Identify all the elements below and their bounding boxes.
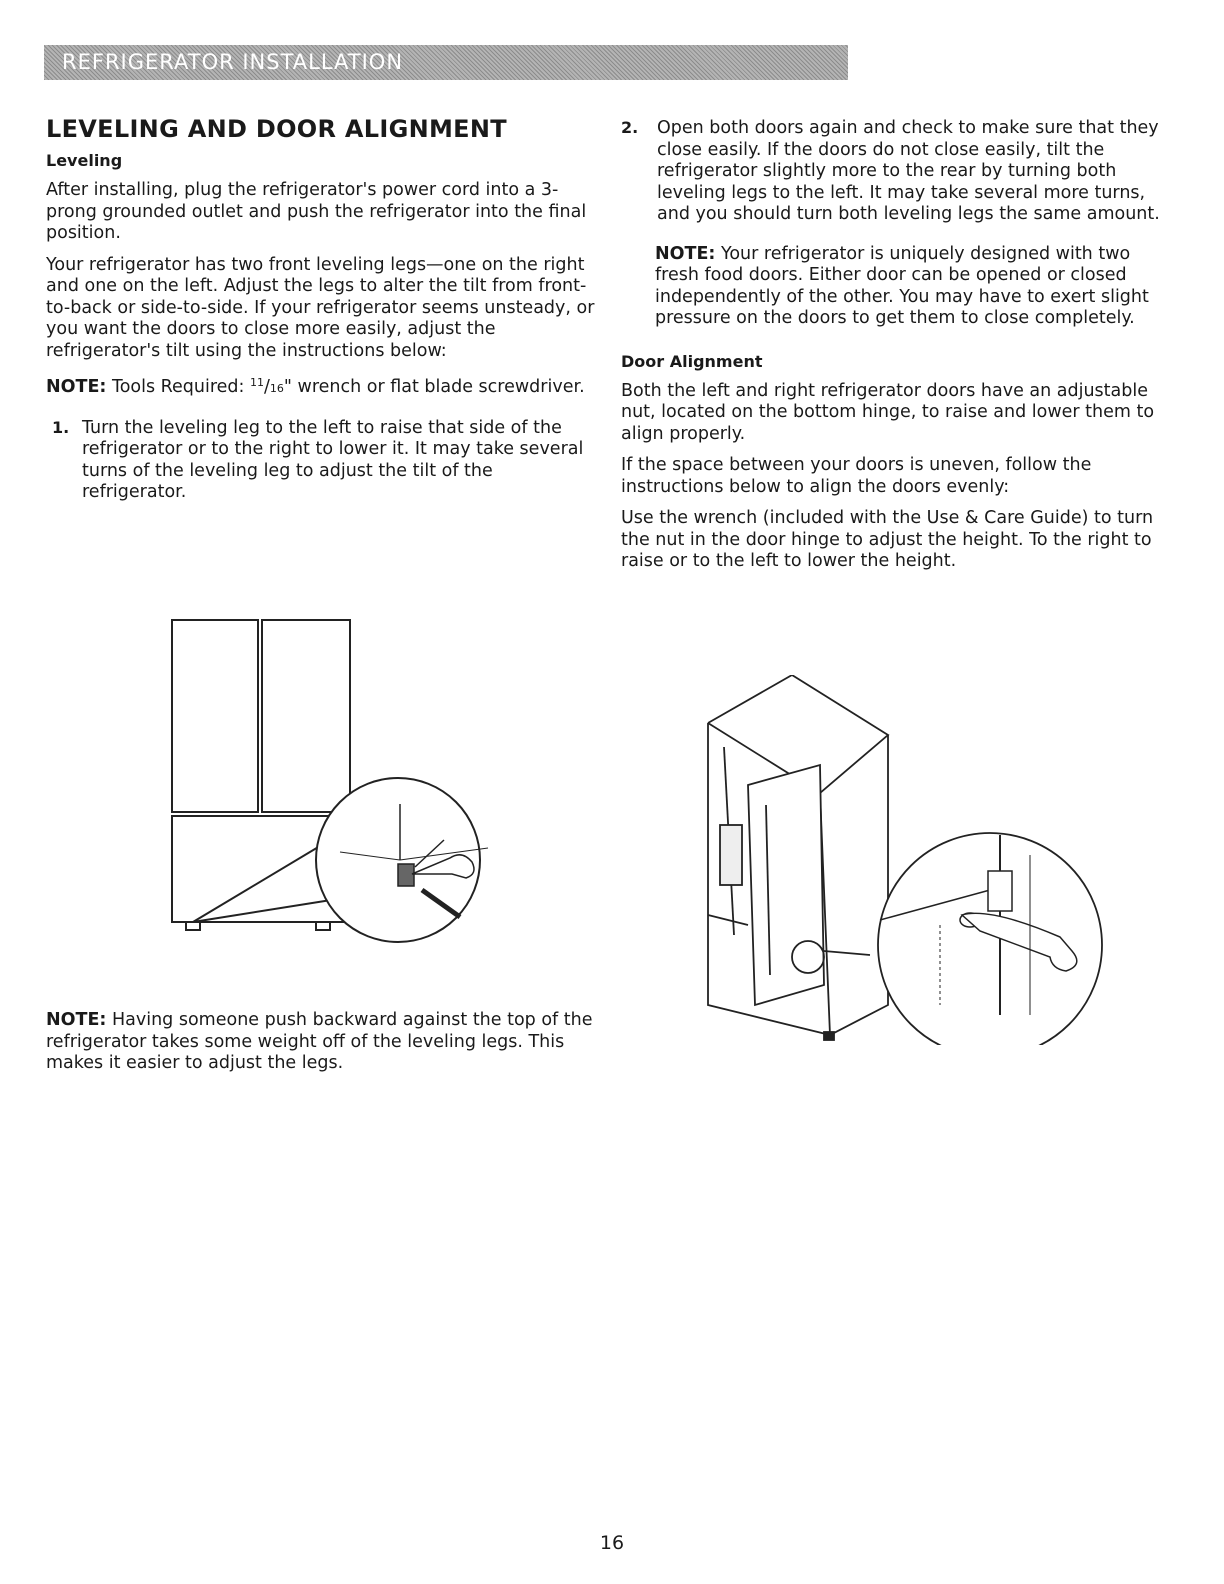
drawer-line xyxy=(708,915,748,925)
dispenser xyxy=(720,825,742,885)
right-column xyxy=(621,118,1171,583)
fridge-open-door xyxy=(748,765,824,1005)
step-number: 1. xyxy=(52,417,70,437)
fridge-side xyxy=(820,735,888,1035)
page-number: 16 xyxy=(599,1532,625,1554)
fraction-numerator: 11 xyxy=(250,376,265,389)
step-text: Turn the leveling leg to the left to raise that side of the refrigerator or to the right to lower it. It may take several turns of the leveling leg to adjust the tilt of the refrigerator. xyxy=(82,417,584,502)
door-alignment-illustration xyxy=(700,675,1140,1045)
hinge-bracket xyxy=(988,871,1012,911)
leveling-paragraph-2: Your refrigerator has two front leveling legs—one on the right and one on the left. Adjust the legs to alter the tilt from front-to-back or side-to-side. If your refrigerator seems unsteady, or you want the doors to close more easily, adjust the refrigerator's tilt using the instructions below: xyxy=(46,254,595,361)
door-alignment-paragraph-3: Use the wrench (included with the Use & Care Guide) to turn the nut in the door hinge to adjust the height. To the right to raise or to the left to lower the height. xyxy=(621,508,1154,571)
tools-note xyxy=(46,372,602,400)
step-2 xyxy=(621,118,1171,236)
door-alignment-paragraph-2: If the space between your doors is uneven, follow the instructions below to align the doors evenly: xyxy=(621,455,1092,497)
fraction-denominator: 16 xyxy=(269,382,284,395)
leveling-heading: Leveling xyxy=(46,151,123,170)
legs-note xyxy=(46,1010,602,1075)
step-1 xyxy=(52,418,602,514)
left-column xyxy=(46,115,602,514)
note-label: NOTE: xyxy=(655,243,716,264)
door-alignment-heading: Door Alignment xyxy=(621,351,763,371)
left-leg xyxy=(186,922,200,930)
note-text-after: " wrench or flat blade screwdriver. xyxy=(283,377,585,397)
fridge-left-door xyxy=(172,620,258,812)
doors-note xyxy=(655,244,1171,330)
legs-note-text: Having someone push backward against the top of the refrigerator takes some weight off of the leveling legs. This makes it easier to adjust the legs. xyxy=(46,1010,593,1073)
zoom-circle xyxy=(878,833,1102,1045)
fraction-slash: / xyxy=(264,377,270,397)
note-label: NOTE: xyxy=(46,1010,107,1030)
step-number: 2. xyxy=(621,118,639,137)
right-leg xyxy=(316,922,330,930)
leveling-leg-illustration xyxy=(160,612,505,952)
callout-line xyxy=(824,951,870,955)
step-text: Open both doors again and check to make sure that they close easily. If the doors do not close easily, tilt the refrigerator slightly more to the rear by turning both leveling legs to the left. It may take several more turns, and you should turn both leveling legs the same amount. xyxy=(657,118,1160,224)
callout-line-1 xyxy=(193,837,335,922)
doors-note-text: Your refrigerator is uniquely designed with two fresh food doors. Either door can be opened or closed independently of the other. You may have to exert slight pressure on the doors to get them to close completely. xyxy=(655,243,1149,328)
note-label: NOTE: xyxy=(46,377,107,397)
fridge-right-door xyxy=(262,620,350,812)
leveling-leg-nut xyxy=(398,864,414,886)
section-banner: REFRIGERATOR INSTALLATION xyxy=(44,45,848,80)
page-title: LEVELING AND DOOR ALIGNMENT xyxy=(46,115,507,143)
note-text-before: Tools Required: xyxy=(106,377,251,397)
door-alignment-paragraph-1: Both the left and right refrigerator doors have an adjustable nut, located on the bottom hinge, to raise and lower them to align properly. xyxy=(621,380,1155,444)
fridge-foot xyxy=(824,1032,834,1040)
leveling-paragraph-1: After installing, plug the refrigerator's power cord into a 3-prong grounded outlet and push the refrigerator into the final position. xyxy=(46,180,587,243)
